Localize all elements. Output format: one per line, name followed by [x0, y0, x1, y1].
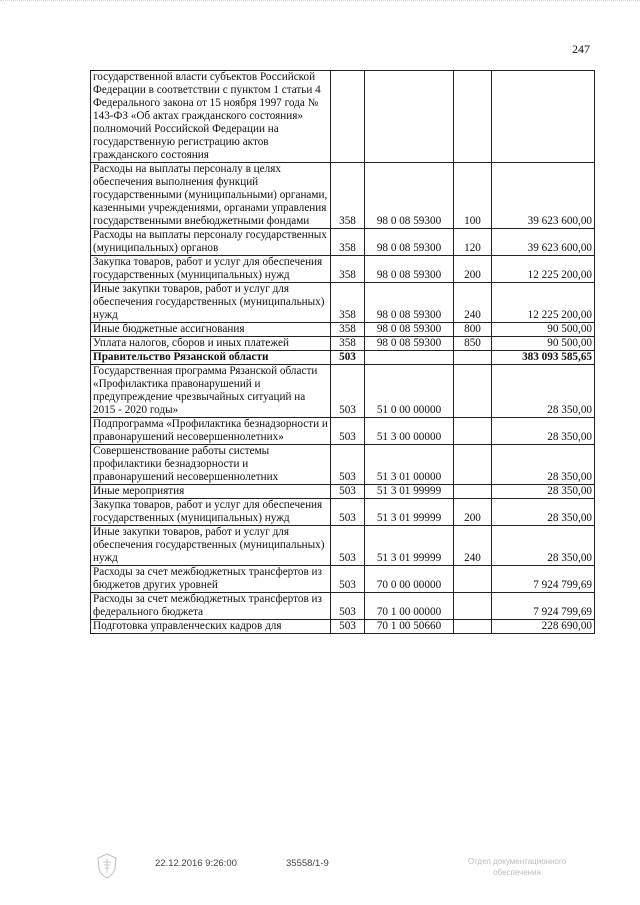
row-sum-cell: 7 924 799,69	[492, 566, 595, 593]
row-name-cell: Иные закупки товаров, работ и услуг для обеспечения государственных (муниципальных) нужд	[91, 283, 331, 323]
table-row	[91, 418, 595, 445]
row-ved-cell: 503	[331, 620, 365, 634]
row-ved-cell: 358	[331, 229, 365, 256]
row-ved-cell: 503	[331, 499, 365, 526]
row-sum-cell: 12 225 200,00	[492, 283, 595, 323]
row-sum-cell: 28 350,00	[492, 365, 595, 418]
table-row	[91, 526, 595, 566]
row-sum-cell: 90 500,00	[492, 323, 595, 337]
row-name-cell: Правительство Рязанской области	[91, 351, 331, 365]
row-csr-cell: 51 3 01 99999	[365, 485, 454, 499]
row-vr-cell: 200	[454, 499, 492, 526]
row-name-cell: Уплата налогов, сборов и иных платежей	[91, 337, 331, 351]
row-vr-cell	[454, 445, 492, 485]
row-csr-cell: 51 3 01 99999	[365, 526, 454, 566]
row-name-cell: Подготовка управленческих кадров для	[91, 620, 331, 634]
row-name-cell: Иные закупки товаров, работ и услуг для обеспечения государственных (муниципальных) нужд	[91, 526, 331, 566]
department-stamp: Отдел документационного обеспечения	[467, 857, 567, 877]
row-csr-cell: 98 0 08 59300	[365, 337, 454, 351]
row-ved-cell: 503	[331, 566, 365, 593]
row-sum-cell: 28 350,00	[492, 499, 595, 526]
row-csr-cell	[365, 71, 454, 163]
table-row	[91, 283, 595, 323]
row-ved-cell: 358	[331, 323, 365, 337]
row-sum-cell: 39 623 600,00	[492, 229, 595, 256]
row-sum-cell: 28 350,00	[492, 526, 595, 566]
table-row	[91, 229, 595, 256]
row-vr-cell	[454, 418, 492, 445]
budget-table	[90, 70, 595, 634]
row-name-cell: Закупка товаров, работ и услуг для обеспечения государственных (муниципальных) нужд	[91, 499, 331, 526]
table-row	[91, 163, 595, 229]
row-ved-cell: 503	[331, 526, 365, 566]
row-csr-cell: 98 0 08 59300	[365, 323, 454, 337]
row-vr-cell: 240	[454, 283, 492, 323]
table-row	[91, 71, 595, 163]
row-csr-cell	[365, 351, 454, 365]
row-sum-cell: 28 350,00	[492, 445, 595, 485]
budget-table-body	[91, 71, 595, 634]
row-sum-cell: 90 500,00	[492, 337, 595, 351]
table-row	[91, 445, 595, 485]
row-ved-cell: 503	[331, 485, 365, 499]
row-sum-cell: 383 093 585,65	[492, 351, 595, 365]
table-row	[91, 337, 595, 351]
row-sum-cell: 12 225 200,00	[492, 256, 595, 283]
row-sum-cell: 228 690,00	[492, 620, 595, 634]
row-vr-cell: 100	[454, 163, 492, 229]
row-ved-cell	[331, 71, 365, 163]
row-name-cell: Расходы за счет межбюджетных трансфертов из федерального бюджета	[91, 593, 331, 620]
row-csr-cell: 98 0 08 59300	[365, 229, 454, 256]
table-row	[91, 499, 595, 526]
row-vr-cell	[454, 593, 492, 620]
table-row	[91, 365, 595, 418]
row-csr-cell: 98 0 08 59300	[365, 163, 454, 229]
row-sum-cell: 28 350,00	[492, 485, 595, 499]
row-csr-cell: 51 3 01 99999	[365, 499, 454, 526]
row-vr-cell: 120	[454, 229, 492, 256]
table-row	[91, 351, 595, 365]
row-ved-cell: 358	[331, 283, 365, 323]
row-name-cell: Расходы на выплаты персоналу государственных (муниципальных) органов	[91, 229, 331, 256]
row-name-cell: Иные бюджетные ассигнования	[91, 323, 331, 337]
row-vr-cell: 800	[454, 323, 492, 337]
row-name-cell: государственной власти субъектов Российской Федерации в соответствии с пунктом 1 статьи 4 Федерального закона от 15 ноября 1997 года № 143-ФЗ «Об актах гражданского состояния» полномочий Российской Федерации на государственную регистрацию актов гражданского состояния	[91, 71, 331, 163]
row-ved-cell: 358	[331, 337, 365, 351]
row-csr-cell: 98 0 08 59300	[365, 283, 454, 323]
table-row	[91, 485, 595, 499]
row-ved-cell: 358	[331, 163, 365, 229]
row-sum-cell: 39 623 600,00	[492, 163, 595, 229]
row-vr-cell	[454, 71, 492, 163]
row-csr-cell: 70 1 00 00000	[365, 593, 454, 620]
coat-of-arms-icon	[96, 853, 118, 879]
row-ved-cell: 503	[331, 418, 365, 445]
row-csr-cell: 70 1 00 50660	[365, 620, 454, 634]
row-vr-cell	[454, 485, 492, 499]
page-number: 247	[572, 42, 590, 56]
row-name-cell: Подпрограмма «Профилактика безнадзорности и правонарушений несовершеннолетних»	[91, 418, 331, 445]
row-name-cell: Совершенствование работы системы профилактики безнадзорности и правонарушений несовершеннолетних	[91, 445, 331, 485]
row-sum-cell	[492, 71, 595, 163]
row-vr-cell	[454, 620, 492, 634]
row-csr-cell: 98 0 08 59300	[365, 256, 454, 283]
table-row	[91, 593, 595, 620]
row-csr-cell: 51 3 01 00000	[365, 445, 454, 485]
table-row	[91, 566, 595, 593]
row-name-cell: Расходы за счет межбюджетных трансфертов из бюджетов других уровней	[91, 566, 331, 593]
row-vr-cell: 240	[454, 526, 492, 566]
row-vr-cell: 200	[454, 256, 492, 283]
row-ved-cell: 503	[331, 593, 365, 620]
row-ved-cell: 503	[331, 351, 365, 365]
footer-doc-number: 35558/1-9	[286, 858, 329, 869]
row-name-cell: Иные мероприятия	[91, 485, 331, 499]
table-row	[91, 323, 595, 337]
row-ved-cell: 503	[331, 445, 365, 485]
row-name-cell: Расходы на выплаты персоналу в целях обеспечения выполнения функций государственными (муниципальными) органами, казенными учреждениями, органами управления государственными внебюджетными фондами	[91, 163, 331, 229]
row-csr-cell: 51 3 00 00000	[365, 418, 454, 445]
row-name-cell: Закупка товаров, работ и услуг для обеспечения государственных (муниципальных) нужд	[91, 256, 331, 283]
row-vr-cell	[454, 351, 492, 365]
row-ved-cell: 503	[331, 365, 365, 418]
row-vr-cell	[454, 365, 492, 418]
table-row	[91, 620, 595, 634]
row-sum-cell: 7 924 799,69	[492, 593, 595, 620]
row-name-cell: Государственная программа Рязанской области «Профилактика правонарушений и предупреждение чрезвычайных ситуаций на 2015 - 2020 годы»	[91, 365, 331, 418]
scan-edge	[0, 0, 640, 7]
footer-date: 22.12.2016 9:26:00	[155, 858, 237, 869]
row-vr-cell: 850	[454, 337, 492, 351]
row-ved-cell: 358	[331, 256, 365, 283]
table-row	[91, 256, 595, 283]
row-csr-cell: 70 0 00 00000	[365, 566, 454, 593]
row-csr-cell: 51 0 00 00000	[365, 365, 454, 418]
row-vr-cell	[454, 566, 492, 593]
row-sum-cell: 28 350,00	[492, 418, 595, 445]
